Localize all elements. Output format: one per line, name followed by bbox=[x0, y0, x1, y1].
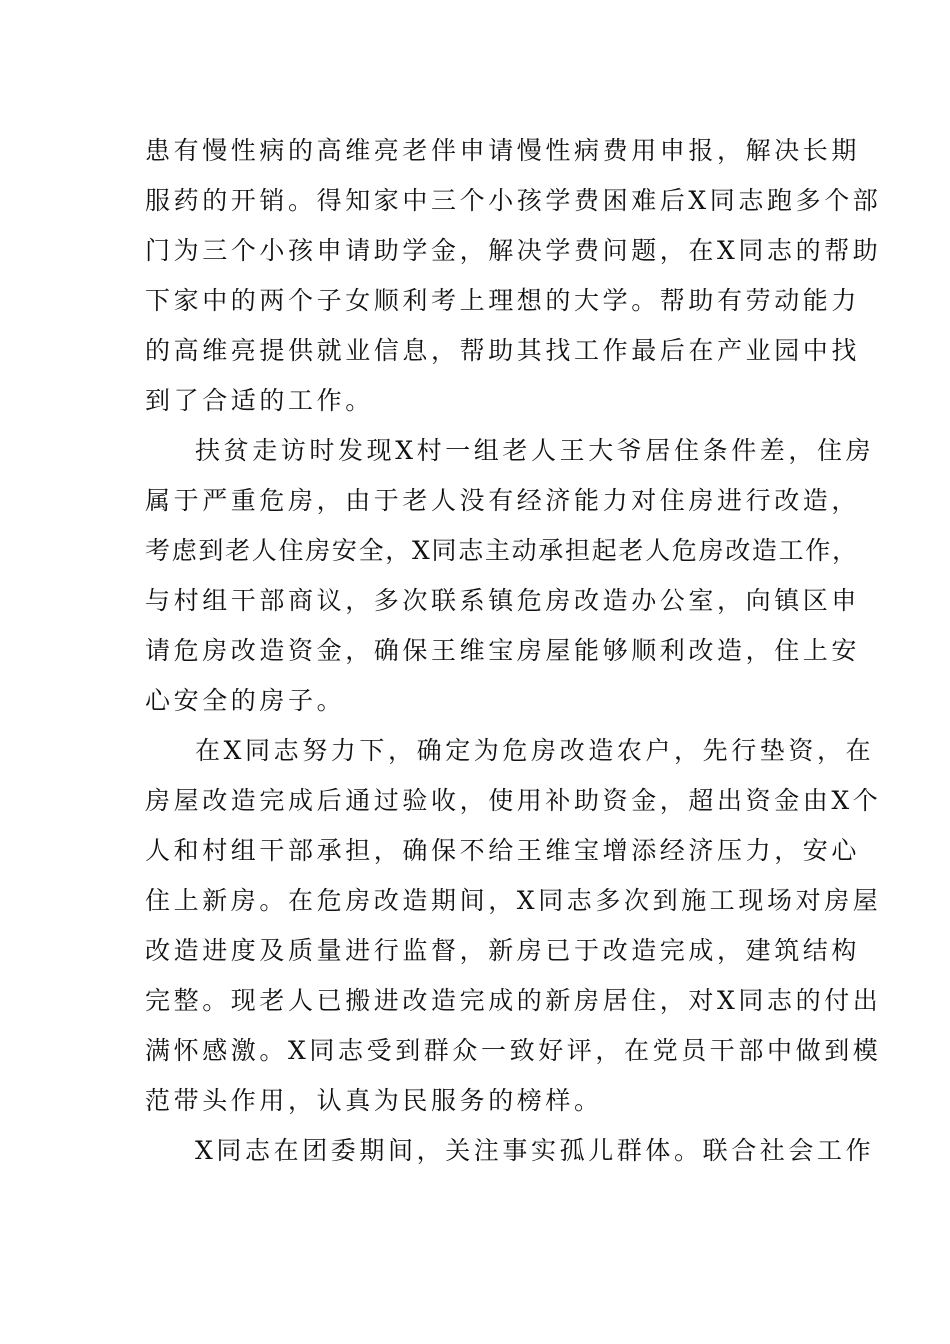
text-line: 患有慢性病的高维亮老伴申请慢性病费用申报，解决长期 bbox=[145, 136, 861, 165]
text-line: 到了合适的工作。 bbox=[145, 386, 374, 415]
text-line: 门为三个小孩申请助学金，解决学费问题，在X同志的帮助 bbox=[145, 236, 882, 265]
text-line: 的高维亮提供就业信息，帮助其找工作最后在产业园中找 bbox=[145, 336, 861, 365]
text-line: 请危房改造资金，确保王维宝房屋能够顺利改造，住上安 bbox=[145, 636, 861, 665]
text-line: 满怀感激。X同志受到群众一致好评，在党员干部中做到模 bbox=[145, 1036, 882, 1065]
text-line: 心安全的房子。 bbox=[145, 686, 346, 715]
paragraph-start-line: 扶贫走访时发现X村一组老人王大爷居住条件差，住房 bbox=[195, 436, 875, 465]
text-line: 下家中的两个子女顺利考上理想的大学。帮助有劳动能力 bbox=[145, 286, 861, 315]
text-line: 与村组干部商议，多次联系镇危房改造办公室，向镇区申 bbox=[145, 586, 861, 615]
text-line: 范带头作用，认真为民服务的榜样。 bbox=[145, 1086, 603, 1115]
paragraph-start-line: 在X同志努力下，确定为危房改造农户，先行垫资，在 bbox=[195, 736, 875, 765]
text-line: 完整。现老人已搬进改造完成的新房居住，对X同志的付出 bbox=[145, 986, 882, 1015]
text-line: 属于严重危房，由于老人没有经济能力对住房进行改造， bbox=[145, 486, 861, 515]
text-line: 房屋改造完成后通过验收，使用补助资金，超出资金由X个 bbox=[145, 786, 882, 815]
text-line: 人和村组干部承担，确保不给王维宝增添经济压力，安心 bbox=[145, 836, 861, 865]
paragraph-start-line: X同志在团委期间，关注事实孤儿群体。联合社会工作 bbox=[195, 1136, 875, 1165]
text-line: 考虑到老人住房安全，X同志主动承担起老人危房改造工作， bbox=[145, 536, 859, 565]
text-line: 服药的开销。得知家中三个小孩学费困难后X同志跑多个部 bbox=[145, 186, 882, 215]
text-line: 改造进度及质量进行监督，新房已于改造完成，建筑结构 bbox=[145, 936, 861, 965]
text-line: 住上新房。在危房改造期间，X同志多次到施工现场对房屋 bbox=[145, 886, 882, 915]
